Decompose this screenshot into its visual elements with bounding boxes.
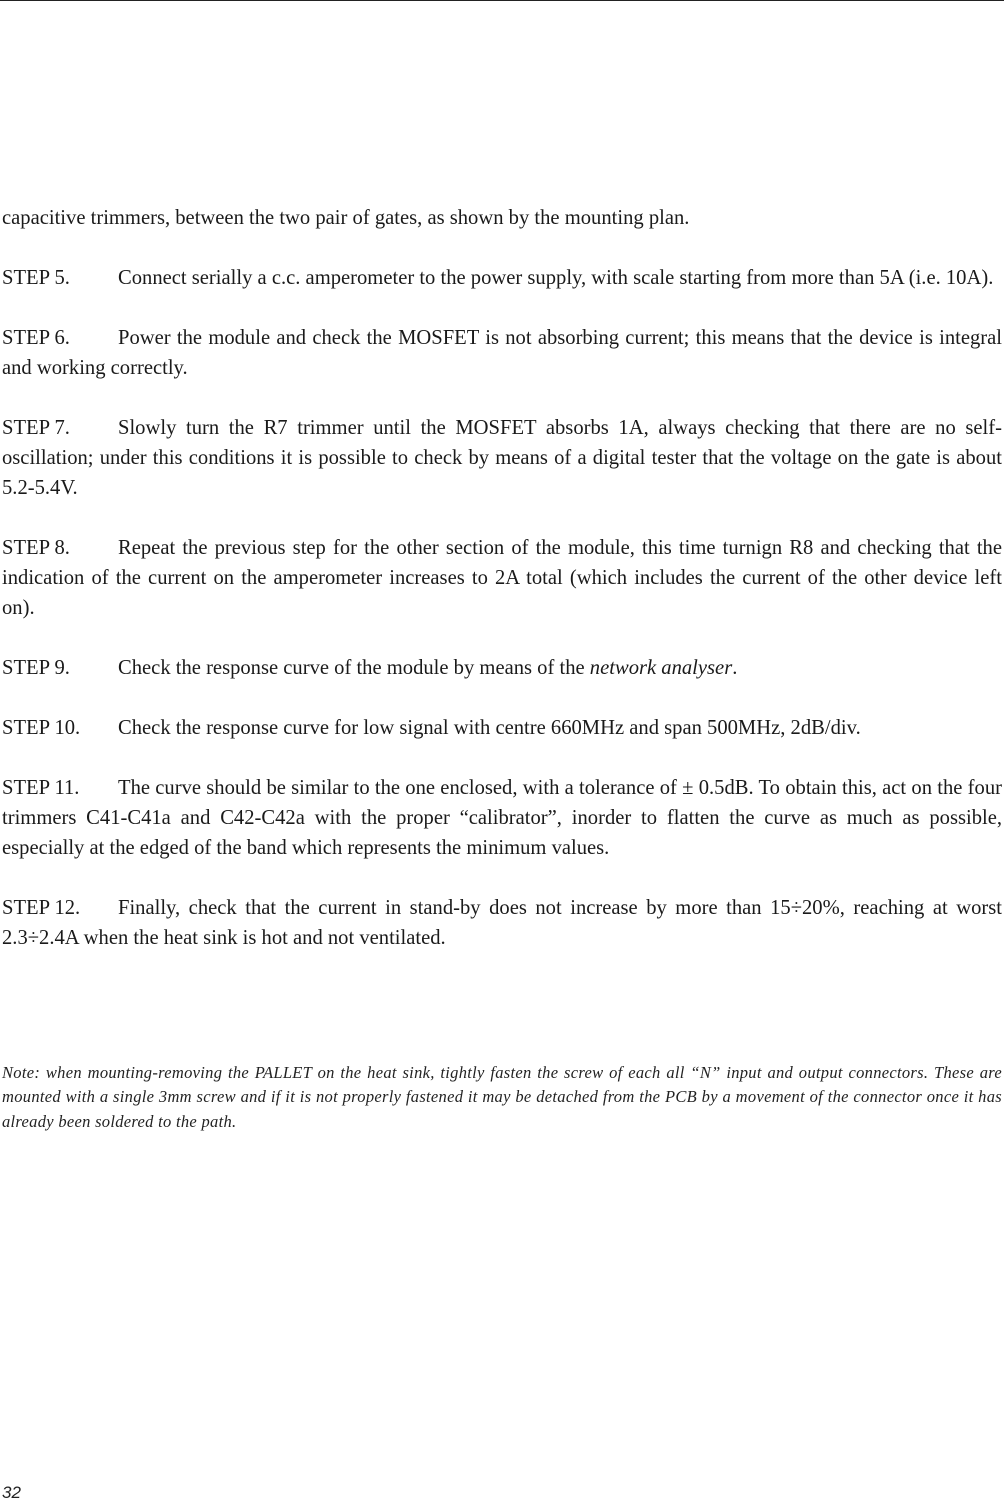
step-5-label: STEP 5.: [2, 267, 70, 289]
step-9-label: STEP 9.: [2, 657, 70, 679]
step-8-label: STEP 8.: [2, 537, 70, 559]
step-6-label: STEP 6.: [2, 327, 70, 349]
step-7-text: Slowly turn the R7 trimmer until the MOSFET absorbs 1A, always checking that there are no self-oscillation; under this conditions it is possible to check by means of a digital tester that the voltage on the gate is about 5.2-5.4V.: [2, 417, 1002, 499]
step-9-text-end: .: [732, 657, 738, 679]
page-number: 32: [2, 1483, 21, 1502]
step-8-paragraph: [2, 533, 1002, 623]
step-7-label: STEP 7.: [2, 417, 70, 439]
step-11-label: STEP 11.: [2, 777, 80, 799]
step-5-paragraph: [2, 263, 1002, 293]
step-10-label: STEP 10.: [2, 717, 81, 739]
step-12-text: Finally, check that the current in stand-by does not increase by more than 15÷20%, reaching at worst 2.3÷2.4A when the heat sink is hot and not ventilated.: [2, 897, 1002, 949]
step-11-paragraph: [2, 773, 1002, 863]
step-8-text: Repeat the previous step for the other section of the module, this time turnign R8 and checking that the indication of the current on the amperometer increases to 2A total (which includes the current of the other device left on).: [2, 537, 1002, 619]
step-12-label: STEP 12.: [2, 897, 81, 919]
step-12-paragraph: [2, 893, 1002, 953]
top-rule: [0, 0, 1004, 1]
step-5-text: Connect serially a c.c. amperometer to the power supply, with scale starting from more than 5A (i.e. 10A).: [118, 267, 994, 289]
step-10-text: Check the response curve for low signal with centre 660MHz and span 500MHz, 2dB/div.: [118, 717, 861, 739]
step-11-text: The curve should be similar to the one enclosed, with a tolerance of ± 0.5dB. To obtain this, act on the four trimmers C41-C41a and C42-C42a with the proper “calibrator”, inorder to flatten the curve as much as possible, especially at the edged of the band which represents the minimum values.: [2, 777, 1002, 859]
step-7-paragraph: [2, 413, 1002, 503]
step-9-text: Check the response curve of the module by means of the: [118, 657, 590, 679]
mounting-note: Note: when mounting-removing the PALLET on the heat sink, tightly fasten the screw of each all “N” input and output connectors. These are mounted with a single 3mm screw and if it is not properly fastened it may be detached from the PCB by a movement of the connector once it has already been soldered to the path.: [2, 1062, 1002, 1131]
intro-paragraph: capacitive trimmers, between the two pair of gates, as shown by the mounting plan.: [2, 207, 690, 229]
step-10-paragraph: [2, 713, 1002, 743]
step-9-paragraph: [2, 653, 1002, 683]
step-6-paragraph: [2, 323, 1002, 383]
step-9-emphasis: network analyser: [589, 657, 733, 679]
step-6-text: Power the module and check the MOSFET is not absorbing current; this means that the device is integral and working correctly.: [2, 327, 1002, 379]
document-body: [2, 203, 1002, 983]
